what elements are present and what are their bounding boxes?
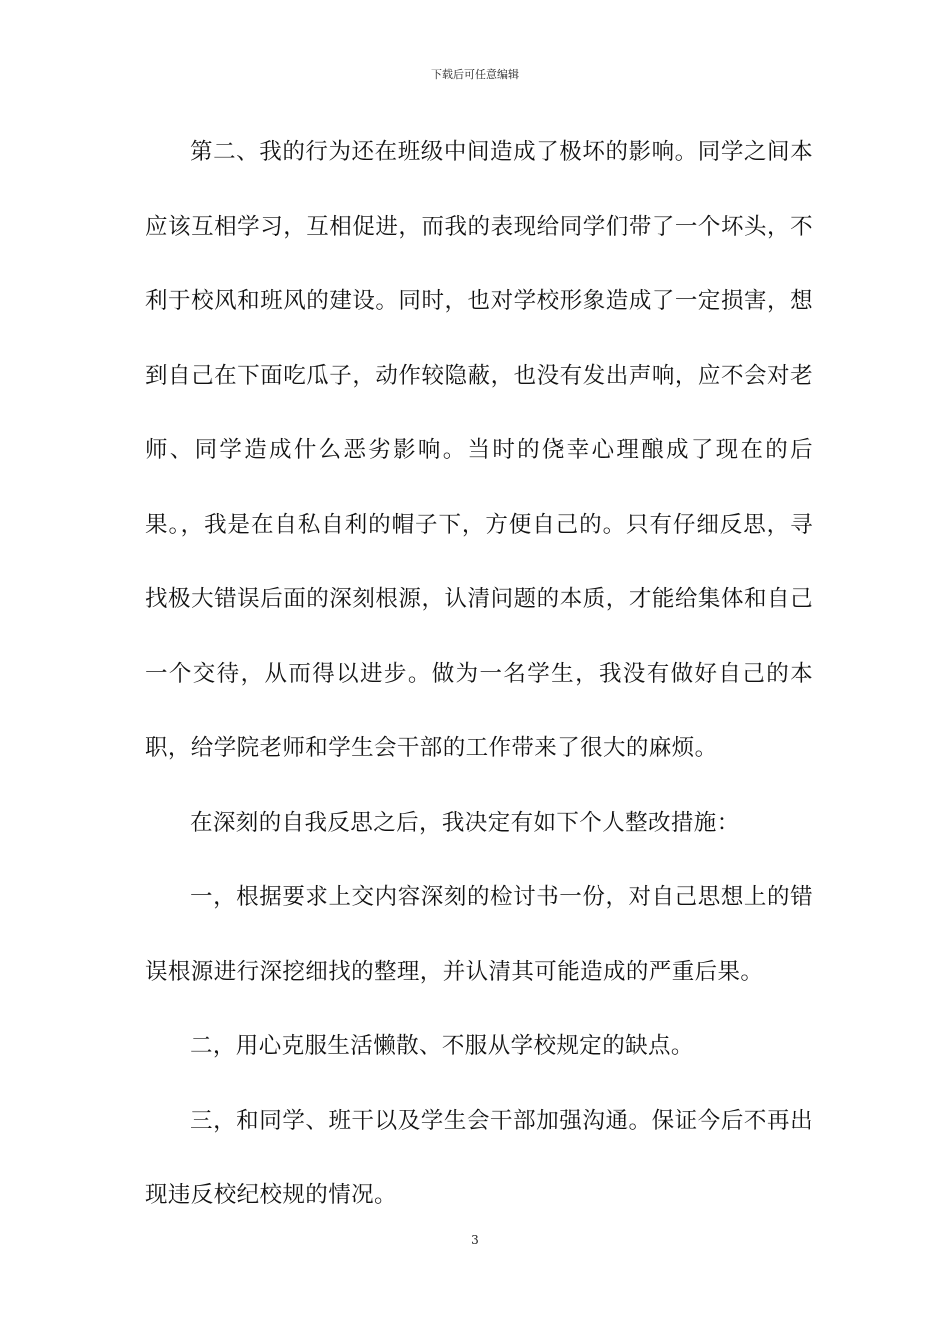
- paragraph-measure-1: 一，根据要求上交内容深刻的检讨书一份，对自己思想上的错误根源进行深挖细找的整理，并认清其可能造成的严重后果。: [145, 884, 813, 985]
- paragraph-measure-2: 二，用心克服生活懒散、不服从学校规定的缺点。: [190, 1033, 694, 1059]
- paragraph-measure-3: 三，和同学、班干以及学生会干部加强沟通。保证今后不再出现违反校纪校规的情况。: [145, 1107, 813, 1208]
- page-header: 下载后可任意编辑: [431, 68, 519, 81]
- paragraph-reflection: 第二、我的行为还在班级中间造成了极坏的影响。同学之间本应该互相学习，互相促进，而我的表现给同学们带了一个坏头，不利于校风和班风的建设。同时，也对学校形象造成了一定损害，想到自己在下面吃瓜子，动作较隐蔽，也没有发出声响，应不会对老师、同学造成什么恶劣影响。当时的侥幸心理酿成了现在的后果。，我是在自私自利的帽子下，方便自己的。只有仔细反思，寻找极大错误后面的深刻根源，认清问题的本质，才能给集体和自己一个交待，从而得以进步。做为一名学生，我没有做好自己的本职，给学院老师和学生会干部的工作带来了很大的麻烦。: [145, 139, 813, 761]
- paragraph-measures-intro: 在深刻的自我反思之后，我决定有如下个人整改措施：: [190, 809, 740, 836]
- document-body: [145, 115, 813, 1233]
- page-number: 3: [471, 1233, 479, 1247]
